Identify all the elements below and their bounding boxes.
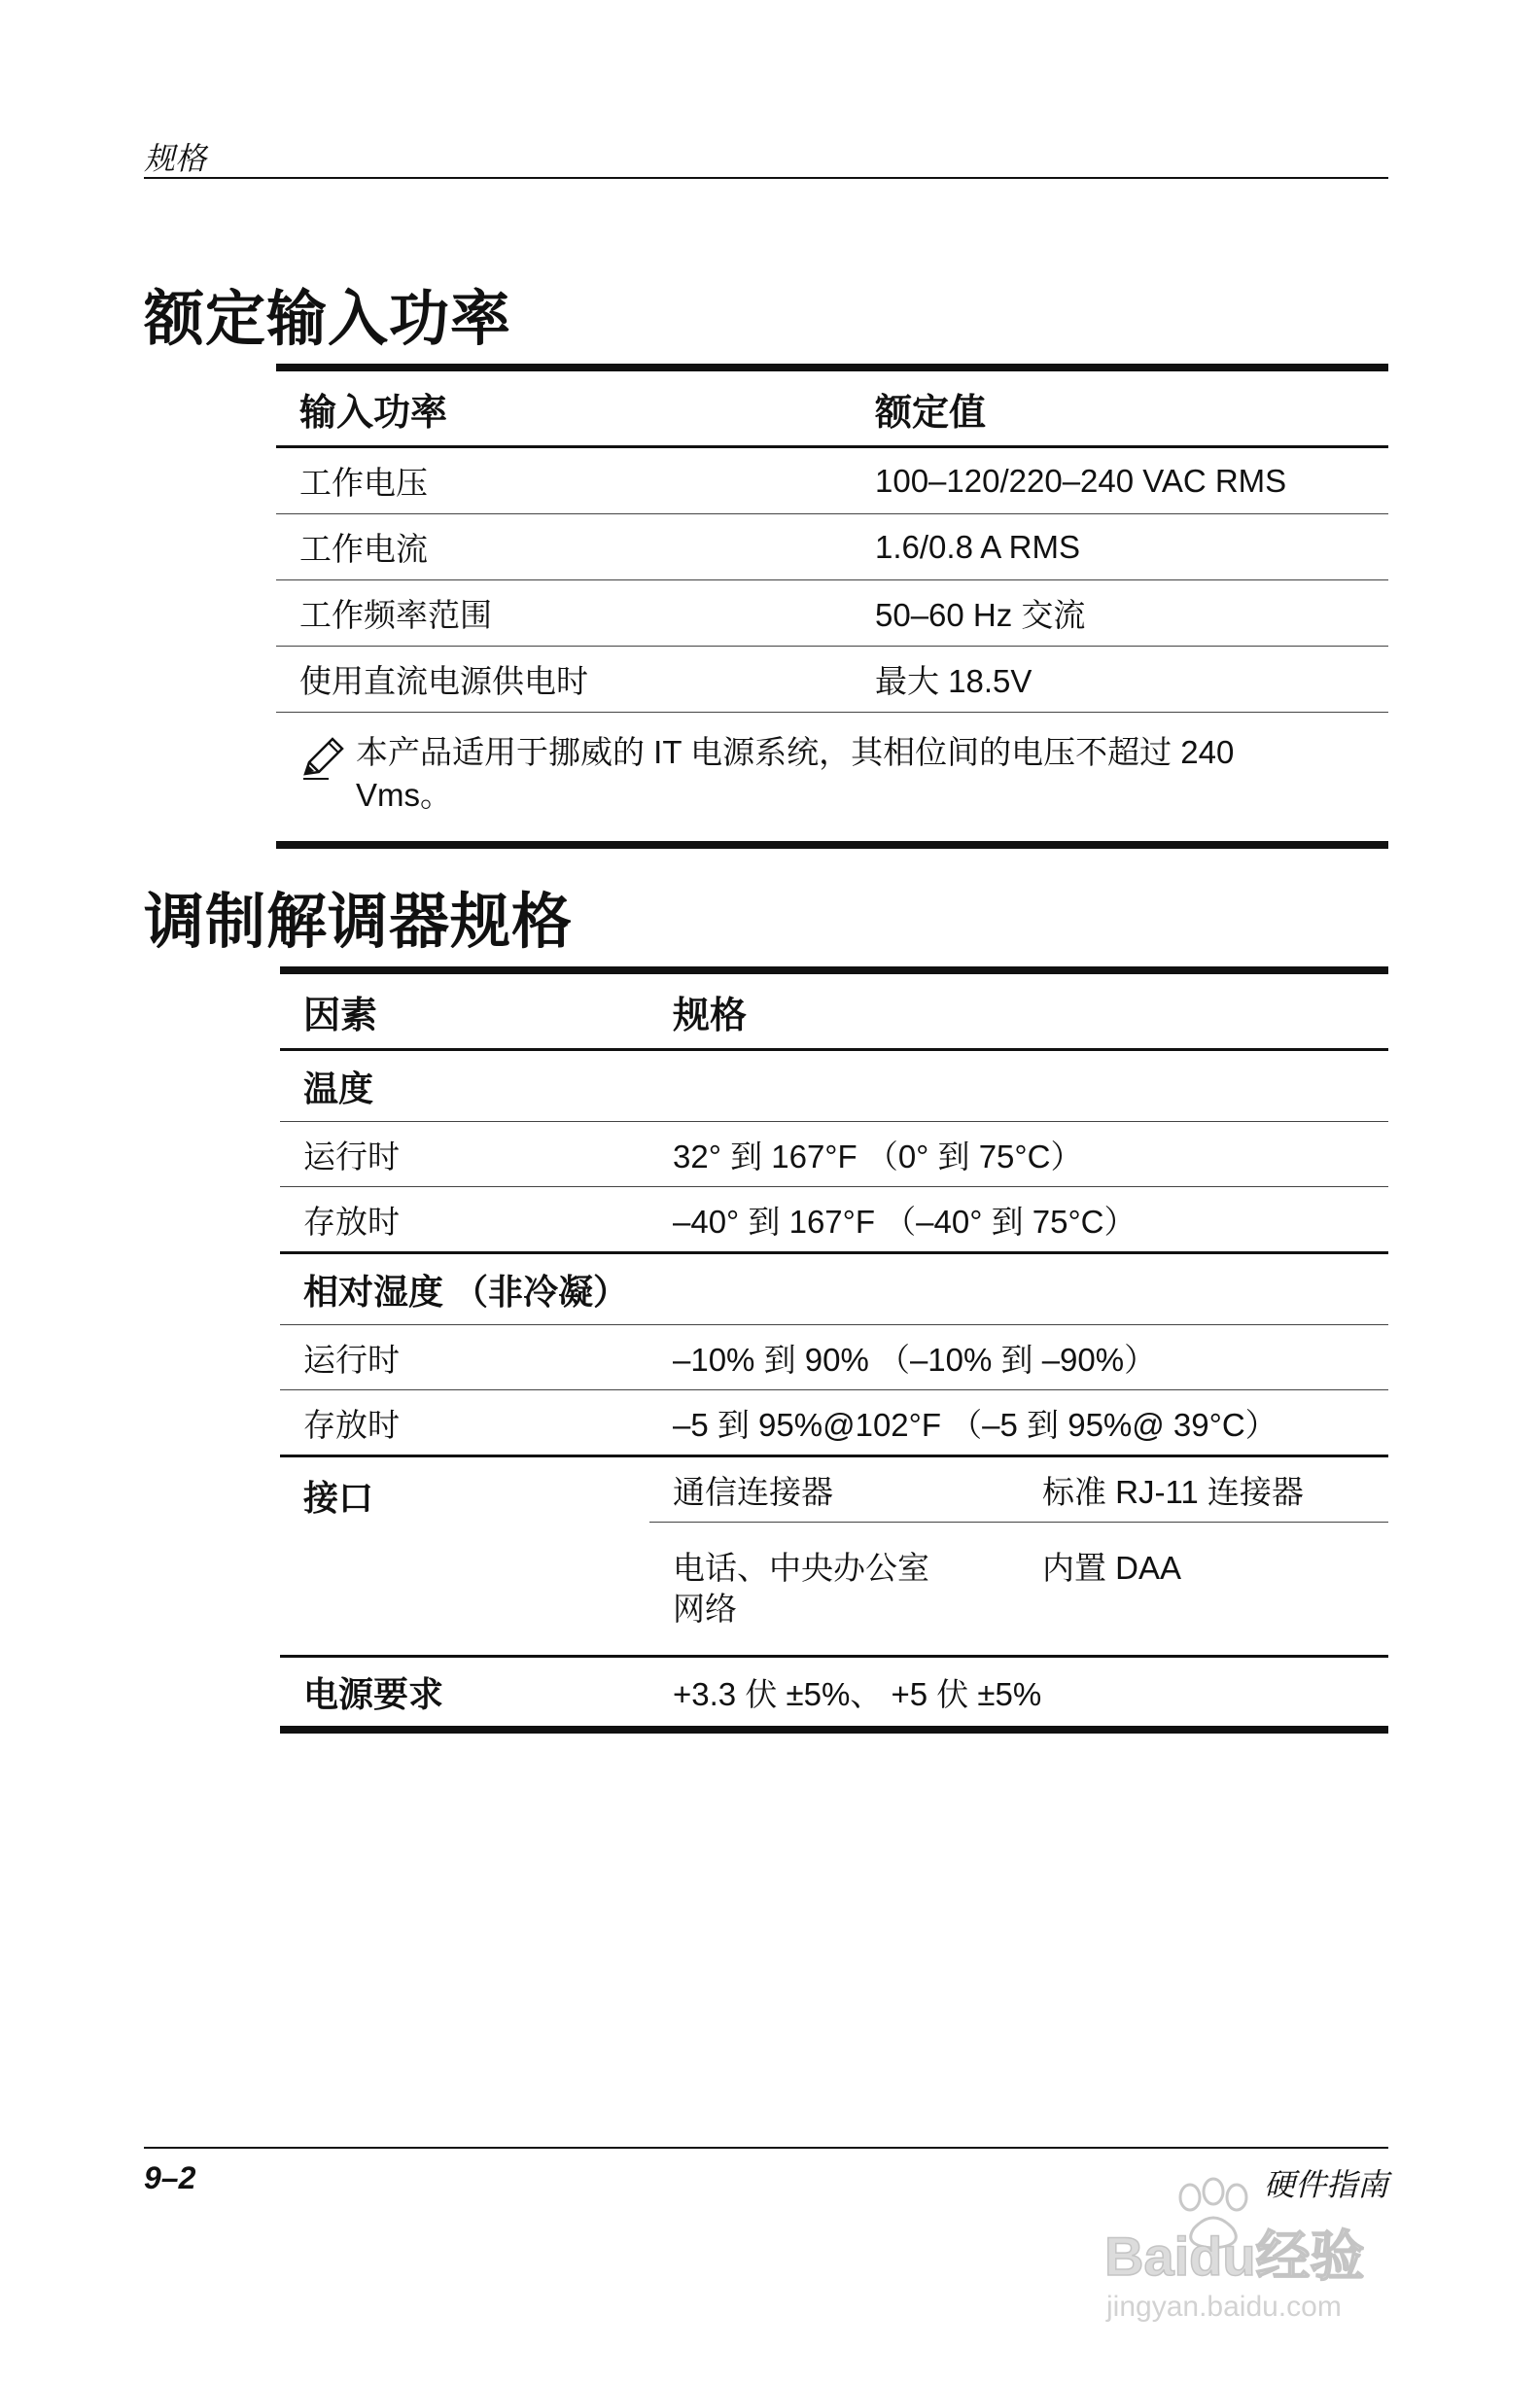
row-value: 100–120/220–240 VAC RMS (852, 447, 1388, 514)
row-label: 工作电压 (276, 447, 852, 514)
header-factor: 因素 (280, 970, 649, 1050)
power-requirement-value: +3.3 伏 ±5%、 +5 伏 ±5% (649, 1657, 1388, 1731)
interface-item: 通信连接器 (649, 1456, 1019, 1523)
row-label: 运行时 (280, 1325, 649, 1390)
row-value: 32° 到 167°F （0° 到 75°C） (649, 1122, 1388, 1187)
row-value: 50–60 Hz 交流 (852, 580, 1388, 647)
header-spec: 规格 (649, 970, 1388, 1050)
row-value: –40° 到 167°F （–40° 到 75°C） (673, 1203, 1137, 1240)
row-value: –10% 到 90% （–10% 到 –90%） (649, 1325, 1388, 1390)
header-rated-value: 额定值 (852, 368, 1388, 447)
row-value: 1.6/0.8 A RMS (852, 514, 1388, 580)
row-label: 存放时 (303, 1203, 400, 1240)
row-value: 最大 18.5V (852, 647, 1388, 713)
row-label: 使用直流电源供电时 (276, 647, 852, 713)
interface-value: 标准 RJ-11 连接器 (1019, 1456, 1388, 1523)
row-label: 工作频率范围 (276, 580, 852, 647)
row-label: 存放时 (303, 1406, 400, 1443)
watermark-url: jingyan.baidu.com (1106, 2291, 1342, 2323)
header-rule (144, 177, 1388, 179)
section-title-power-input: 额定输入功率 (144, 286, 512, 353)
interface-item (649, 1523, 1019, 1657)
header-input-power: 输入功率 (276, 368, 852, 447)
group-power-requirement: 电源要求 (280, 1657, 649, 1731)
group-interface: 接口 (280, 1456, 649, 1657)
interface-item-text: 电话、中央办公室网络 (673, 1550, 929, 1627)
section-title-modem-specs: 调制解调器规格 (144, 889, 574, 956)
power-input-table (276, 364, 1388, 849)
running-title: 规格 (144, 141, 207, 176)
modem-spec-table (280, 966, 1388, 1734)
pencil-note-icon (299, 735, 346, 782)
footer-rule (144, 2147, 1388, 2149)
note-row (276, 713, 1388, 846)
page-number: 9–2 (144, 2160, 196, 2195)
watermark-brand: Baidu经验 (1104, 2226, 1365, 2287)
group-temperature: 温度 (280, 1050, 1388, 1122)
row-value: –5 到 95%@102°F （–5 到 95%@ 39°C） (673, 1406, 1278, 1443)
note-text: 本产品适用于挪威的 IT 电源系统，其相位间的电压不超过 240 Vms。 (356, 734, 1235, 813)
interface-value: 内置 DAA (1042, 1550, 1182, 1586)
group-humidity: 相对湿度 （非冷凝） (280, 1253, 1388, 1325)
baidu-watermark-logo (1093, 2170, 1443, 2326)
book-title: 硬件指南 (1263, 2167, 1388, 2202)
row-label: 工作电流 (276, 514, 852, 580)
row-label: 运行时 (280, 1122, 649, 1187)
